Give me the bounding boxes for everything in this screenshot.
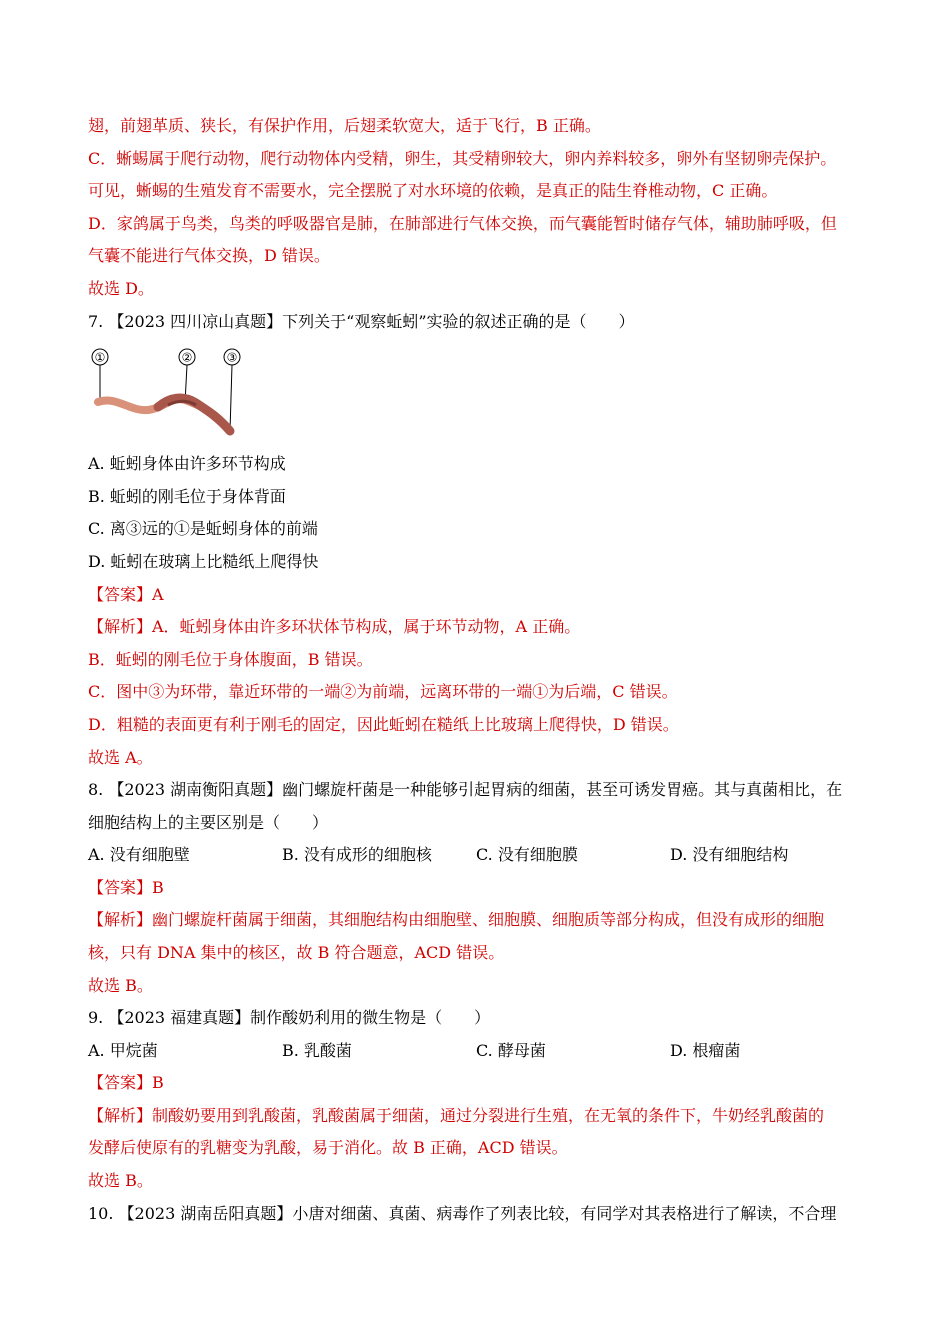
question-8-explanation: 【解析】幽门螺旋杆菌属于细菌，其细胞结构由细胞壁、细胞膜、细胞质等部分构成，但没有成形的细胞 [88, 910, 825, 929]
prev-choice: 故选 D。 [88, 279, 154, 298]
prev-explanation-line: 可见，蜥蜴的生殖发育不需要水，完全摆脱了对水环境的依赖，是真正的陆生脊椎动物，C 正确。 [88, 181, 778, 200]
question-9-explanation: 【解析】制酸奶要用到乳酸菌，乳酸菌属于细菌，通过分裂进行生殖，在无氧的条件下，牛奶经乳酸菌的 [88, 1106, 825, 1125]
prev-explanation-line: D．家鸽属于鸟类，鸟类的呼吸器官是肺，在肺部进行气体交换，而气囊能暂时储存气体，辅助肺呼吸，但 [88, 214, 837, 233]
question-8-option: B. 没有成形的细胞核 [282, 845, 432, 864]
prev-explanation-line: 气囊不能进行气体交换，D 错误。 [88, 246, 330, 265]
question-9-option: B. 乳酸菌 [282, 1041, 352, 1060]
question-9-option: C. 酵母菌 [476, 1041, 546, 1060]
question-8-option: A. 没有细胞壁 [88, 845, 190, 864]
question-8-stem: 细胞结构上的主要区别是（ ） [88, 813, 329, 832]
question-10-stem: 10. 【2023 湖南岳阳真题】小唐对细菌、真菌、病毒作了列表比较，有同学对其表格进行了解读，不合理 [88, 1204, 837, 1223]
question-7-explanation: 【解析】A．蚯蚓身体由许多环状体节构成，属于环节动物，A 正确。 [88, 617, 581, 636]
question-7-explanation: C．图中③为环带，靠近环带的一端②为前端，远离环带的一端①为后端，C 错误。 [88, 682, 678, 701]
earthworm-figure [88, 345, 248, 440]
question-7-answer: 【答案】A [88, 585, 164, 604]
question-7-option: B. 蚯蚓的刚毛位于身体背面 [88, 487, 286, 506]
question-9-answer: 【答案】B [88, 1073, 164, 1092]
question-7-choice: 故选 A。 [88, 748, 153, 767]
question-7-stem: 7. 【2023 四川凉山真题】下列关于“观察蚯蚓”实验的叙述正确的是（ ） [88, 312, 635, 331]
label-1: ① [94, 350, 106, 365]
question-9-choice: 故选 B。 [88, 1171, 153, 1190]
question-8-explanation: 核，只有 DNA 集中的核区，故 B 符合题意，ACD 错误。 [88, 943, 505, 962]
question-9-stem: 9. 【2023 福建真题】制作酸奶利用的微生物是（ ） [88, 1008, 491, 1027]
question-9-option: A. 甲烷菌 [88, 1041, 158, 1060]
question-8-answer: 【答案】B [88, 878, 164, 897]
question-7-option: A. 蚯蚓身体由许多环节构成 [88, 454, 286, 473]
question-7-option: C. 离③远的①是蚯蚓身体的前端 [88, 519, 318, 538]
pointer-line-3 [230, 365, 232, 431]
question-8-stem: 8. 【2023 湖南衡阳真题】幽门螺旋杆菌是一种能够引起胃病的细菌，甚至可诱发胃癌。其与真菌相比，在 [88, 780, 843, 799]
question-7-explanation: B．蚯蚓的刚毛位于身体腹面，B 错误。 [88, 650, 373, 669]
question-9-explanation: 发酵后使原有的乳糖变为乳酸，易于消化。故 B 正确，ACD 错误。 [88, 1138, 568, 1157]
question-8-option: C. 没有细胞膜 [476, 845, 578, 864]
question-8-option: D. 没有细胞结构 [670, 845, 789, 864]
label-3: ③ [226, 350, 238, 365]
prev-explanation-line: C．蜥蜴属于爬行动物，爬行动物体内受精，卵生，其受精卵较大，卵内养料较多，卵外有坚韧卵壳保护。 [88, 149, 837, 168]
label-2: ② [181, 350, 193, 365]
question-7-explanation: D．粗糙的表面更有利于刚毛的固定，因此蚯蚓在糙纸上比玻璃上爬得快，D 错误。 [88, 715, 679, 734]
prev-explanation-line: 翅，前翅革质、狭长，有保护作用，后翅柔软宽大，适于飞行，B 正确。 [88, 116, 601, 135]
question-8-choice: 故选 B。 [88, 976, 153, 995]
question-9-option: D. 根瘤菌 [670, 1041, 741, 1060]
question-7-option: D. 蚯蚓在玻璃上比糙纸上爬得快 [88, 552, 319, 571]
